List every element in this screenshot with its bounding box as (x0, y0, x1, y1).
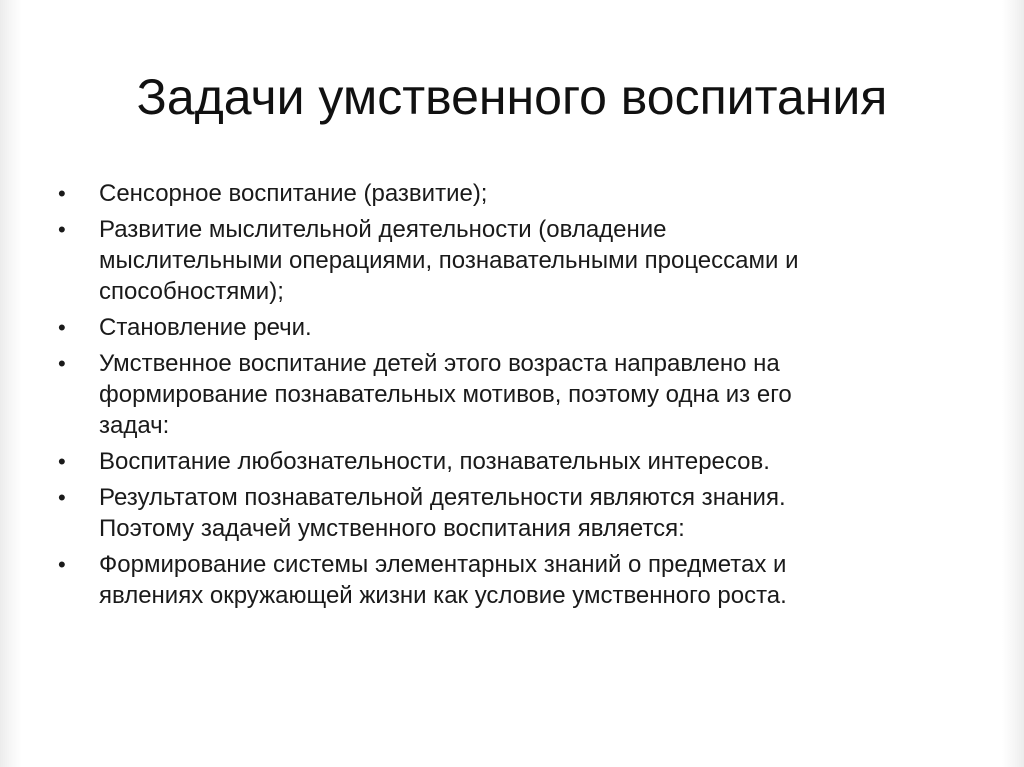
bullet-text: Развитие мыслительной деятельности (овладение мыслительными операциями, познавательными процессами и способностями); (99, 216, 799, 305)
list-item (58, 482, 978, 544)
list-item (58, 178, 978, 209)
list-item (58, 214, 978, 307)
bullet-marker: • (58, 449, 66, 474)
bullet-text: Становление речи. (99, 314, 312, 341)
bullet-text: Воспитание любознательности, познавательных интересов. (99, 448, 770, 475)
list-item (58, 446, 978, 477)
bullet-marker: • (58, 315, 66, 340)
bullet-marker: • (58, 217, 66, 242)
bullet-marker: • (58, 485, 66, 510)
bullet-text: Сенсорное воспитание (развитие); (99, 180, 488, 207)
bullet-list (58, 178, 978, 616)
list-item (58, 549, 978, 611)
bullet-marker: • (58, 181, 66, 206)
bullet-marker: • (58, 552, 66, 577)
bullet-text: Результатом познавательной деятельности являются знания. Поэтому задачей умственного воспитания является: (99, 484, 786, 542)
list-item (58, 312, 978, 343)
bullet-text: Формирование системы элементарных знаний о предметах и явлениях окружающей жизни как условие умственного роста. (99, 551, 787, 609)
list-item (58, 348, 978, 441)
slide-title: Задачи умственного воспитания (136, 69, 888, 125)
bullet-text: Умственное воспитание детей этого возраста направлено на формирование познавательных мотивов, поэтому одна из его задач: (99, 350, 792, 439)
bullet-marker: • (58, 351, 66, 376)
